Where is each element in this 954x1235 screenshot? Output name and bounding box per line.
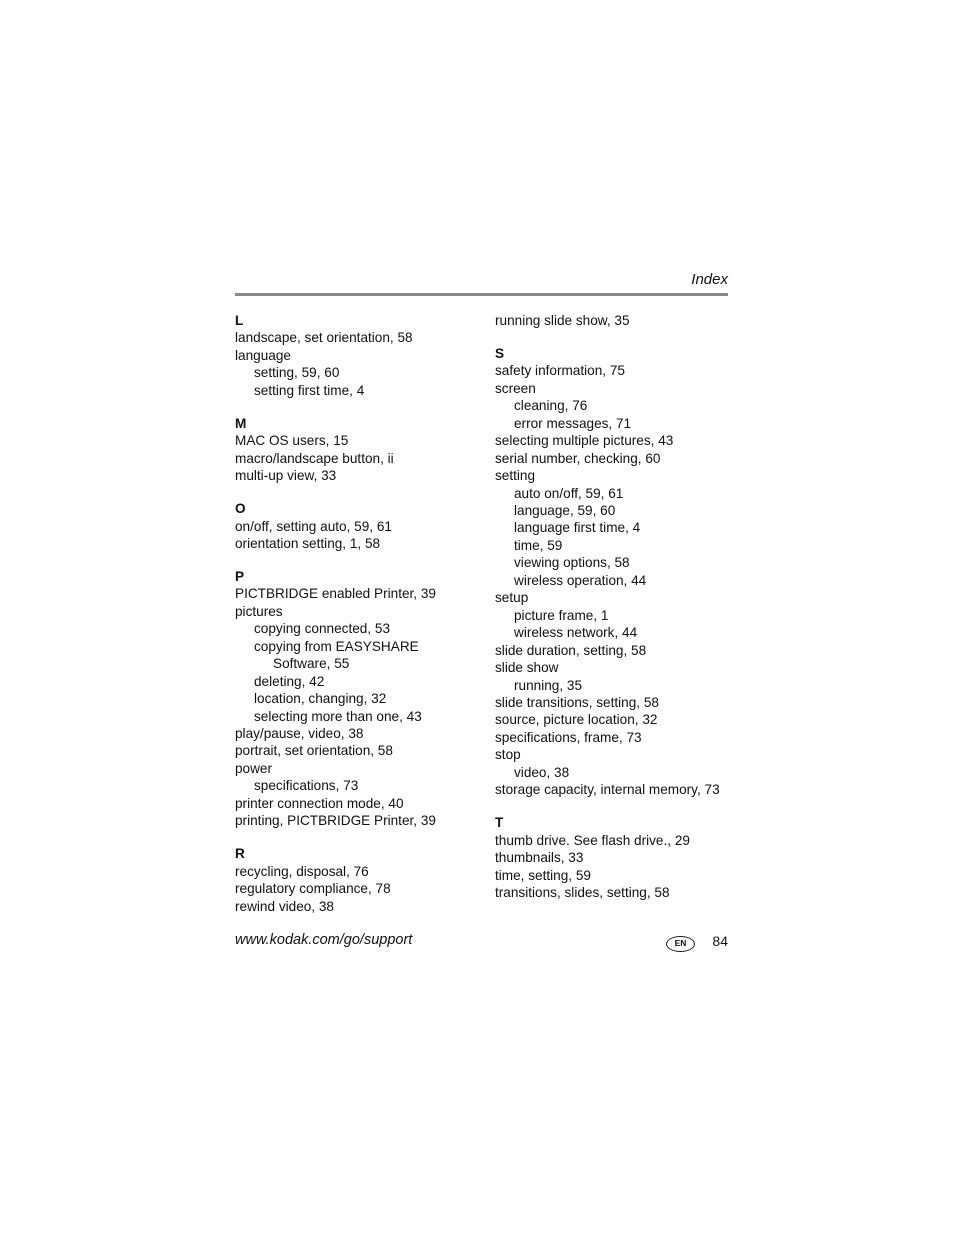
index-entry: thumbnails, 33 — [495, 850, 584, 866]
index-entry: slide duration, setting, 58 — [495, 642, 647, 658]
index-subentry: selecting more than one, 43 — [254, 708, 422, 724]
index-entry: portrait, set orientation, 58 — [235, 743, 393, 759]
index-subentry: wireless operation, 44 — [514, 572, 647, 588]
index-subentry: deleting, 42 — [254, 673, 325, 689]
index-letter-heading: L — [235, 313, 244, 328]
index-entry: time, setting, 59 — [495, 867, 591, 883]
section-gap — [235, 399, 480, 415]
index-entry: setting — [495, 468, 536, 484]
language-badge: EN — [666, 936, 695, 952]
index-subentry: location, changing, 32 — [254, 691, 387, 707]
index-subentry: picture frame, 1 — [514, 607, 609, 623]
index-entry: selecting multiple pictures, 43 — [495, 433, 674, 449]
index-subentry: error messages, 71 — [514, 415, 632, 431]
index-subentry: Software, 55 — [273, 656, 350, 672]
index-subentry: language, 59, 60 — [514, 503, 616, 519]
index-entry: MAC OS users, 15 — [235, 433, 349, 449]
section-gap — [495, 799, 740, 815]
footer-url: www.kodak.com/go/support — [235, 932, 413, 948]
index-entry: on/off, setting auto, 59, 61 — [235, 518, 392, 534]
index-letter-heading: T — [495, 815, 504, 831]
index-entry: stop — [495, 747, 521, 763]
page-number: 84 — [712, 933, 728, 949]
index-subentry: setting first time, 4 — [254, 382, 365, 398]
index-entry: setup — [495, 590, 529, 606]
index-subentry: setting, 59, 60 — [254, 365, 340, 381]
index-column-right — [495, 312, 740, 902]
index-entry: specifications, frame, 73 — [495, 729, 642, 745]
index-entry: slide transitions, setting, 58 — [495, 695, 659, 711]
index-entry: multi-up view, 33 — [235, 468, 337, 484]
section-gap — [235, 830, 480, 846]
index-entry: transitions, slides, setting, 58 — [495, 885, 670, 901]
index-entry: play/pause, video, 38 — [235, 726, 364, 742]
index-subentry: auto on/off, 59, 61 — [514, 485, 624, 501]
index-subentry: video, 38 — [514, 764, 570, 780]
index-entry: running slide show, 35 — [495, 313, 630, 328]
index-letter-heading: P — [235, 568, 245, 584]
index-entry: pictures — [235, 603, 283, 619]
index-subentry: cleaning, 76 — [514, 398, 588, 414]
index-entry: screen — [495, 380, 536, 396]
page-header-title: Index — [691, 271, 728, 288]
index-subentry: language first time, 4 — [514, 520, 641, 536]
index-subentry: copying from EASYSHARE — [254, 638, 419, 654]
index-subentry: running, 35 — [514, 677, 583, 693]
index-entry: language — [235, 347, 291, 363]
index-entry: macro/landscape button, ii — [235, 450, 394, 466]
index-subentry: wireless network, 44 — [514, 625, 638, 641]
index-entry: printing, PICTBRIDGE Printer, 39 — [235, 813, 436, 829]
index-entry: PICTBRIDGE enabled Printer, 39 — [235, 586, 436, 602]
index-entry: rewind video, 38 — [235, 898, 334, 914]
section-gap — [235, 485, 480, 501]
section-gap — [235, 552, 480, 568]
header-rule — [235, 293, 728, 296]
index-entry: storage capacity, internal memory, 73 — [495, 782, 720, 798]
index-entry: source, picture location, 32 — [495, 712, 658, 728]
index-letter-heading: R — [235, 846, 245, 862]
index-entry: recycling, disposal, 76 — [235, 863, 369, 879]
index-entry: regulatory compliance, 78 — [235, 881, 391, 897]
index-subentry: copying connected, 53 — [254, 621, 391, 637]
index-entry: printer connection mode, 40 — [235, 795, 404, 811]
index-entry: serial number, checking, 60 — [495, 450, 661, 466]
index-letter-heading: M — [235, 415, 247, 431]
index-letter-heading: S — [495, 345, 505, 361]
section-gap — [495, 329, 740, 345]
index-subentry: time, 59 — [514, 537, 563, 553]
index-subentry: viewing options, 58 — [514, 555, 630, 571]
index-letter-heading: O — [235, 501, 246, 517]
index-entry: safety information, 75 — [495, 363, 625, 379]
index-column-left — [235, 312, 480, 915]
index-entry: thumb drive. See flash drive., 29 — [495, 832, 690, 848]
index-subentry: specifications, 73 — [254, 778, 359, 794]
index-entry: orientation setting, 1, 58 — [235, 535, 381, 551]
index-entry: slide show — [495, 660, 559, 676]
index-entry: landscape, set orientation, 58 — [235, 330, 413, 346]
index-entry: power — [235, 760, 273, 776]
